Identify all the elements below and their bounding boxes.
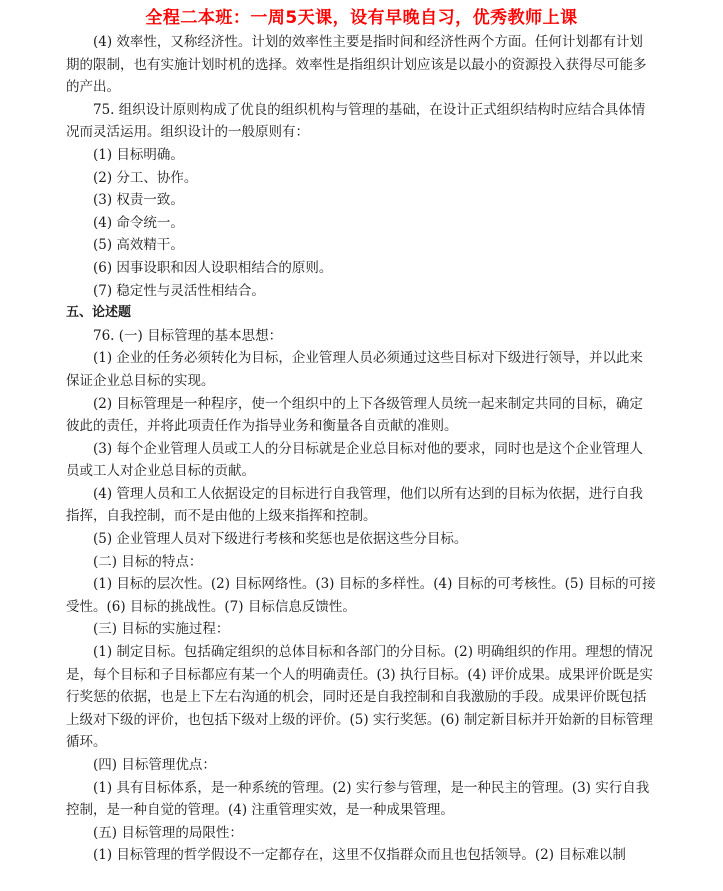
section-heading: 五、论述题 [66,305,132,321]
paragraph: (5) 企业管理人员对下级进行考核和奖惩也是依据这些分目标。 [93,531,468,548]
list-item: (5) 高效精干。 [93,237,184,254]
paragraph: (3) 每个企业管理人员或工人的分目标就是企业总目标对他的要求，同时也是这个企业管理人员或工人对企业总目标的贡献。 [66,440,643,480]
subheading: (五) 目标管理的局限性： [93,824,243,841]
paragraph: 75. 组织设计原则构成了优良的组织机构与管理的基础，在设计正式组织结构时应结合具体情况而灵活运用。组织设计的一般原则有： [66,101,646,141]
list-item: (7) 稳定性与灵活性相结合。 [93,282,265,299]
subheading: (四) 目标管理优点： [93,757,216,773]
document-body [66,31,656,867]
list-item: (1) 目标明确。 [93,146,184,163]
paragraph: (1) 制定目标。包括确定组织的总体目标和各部门的分目标。(2) 明确组织的作用。理想的情况是，每个目标和子目标都应有某一个人的明确责任。(3) 执行目标。(4) 评价成果。成果评价既是实行奖惩的依据，也是上下左右沟通的机会，同时还是自我控制和自我激励的手段。成果评价既包括上级对下级的评价，也包括下级对上级的评价。(5) 实行奖惩。(6) 制定新目标并开始新的目标管理循环。 [66,644,653,751]
subheading: (二) 目标的特点： [93,553,203,570]
paragraph: (1) 目标管理的哲学假设不一定都存在，这里不仅指群众而且也包括领导。(2) 目标难以制 [93,847,626,864]
paragraph: (4) 效率性，又称经济性。计划的效率性主要是指时间和经济性两个方面。任何计划都有计划期的限制，也有实施计划时机的选择。效率性是指组织计划应该是以最小的资源投入获得尽可能多的产出。 [66,34,647,96]
list-item: (6) 因事设职和因人设职相结合的原则。 [93,259,333,276]
paragraph: (2) 目标管理是一种程序，使一个组织中的上下各级管理人员统一起来制定共同的目标，确定彼此的责任，并将此项责任作为指导业务和衡量各自贡献的准则。 [66,395,643,435]
list-item: (3) 权责一致。 [93,192,184,209]
paragraph: (1) 企业的任务必须转化为目标，企业管理人员必须通过这些目标对下级进行领导，并以此来保证企业总目标的实现。 [66,350,643,389]
paragraph: 76. (一) 目标管理的基本思想： [93,327,283,344]
promo-banner: 全程二本班：一周5天课，设有早晚自习，优秀教师上课 [145,8,578,28]
list-item: (2) 分工、协作。 [93,169,198,186]
paragraph: (1) 具有目标体系，是一种系统的管理。(2) 实行参与管理，是一种民主的管理。(3) 实行自我控制，是一种自觉的管理。(4) 注重管理实效，是一种成果管理。 [66,779,650,819]
paragraph: (4) 管理人员和工人依据设定的目标进行自我管理，他们以所有达到的目标为依据，进行自我指挥，自我控制，而不是由他的上级来指挥和控制。 [66,485,643,525]
paragraph: (1) 目标的层次性。(2) 目标网络性。(3) 目标的多样性。(4) 目标的可考核性。(5) 目标的可接受性。(6) 目标的挑战性。(7) 目标信息反馈性。 [66,576,656,615]
subheading: (三) 目标的实施过程： [93,621,230,638]
list-item: (4) 命令统一。 [93,214,184,231]
